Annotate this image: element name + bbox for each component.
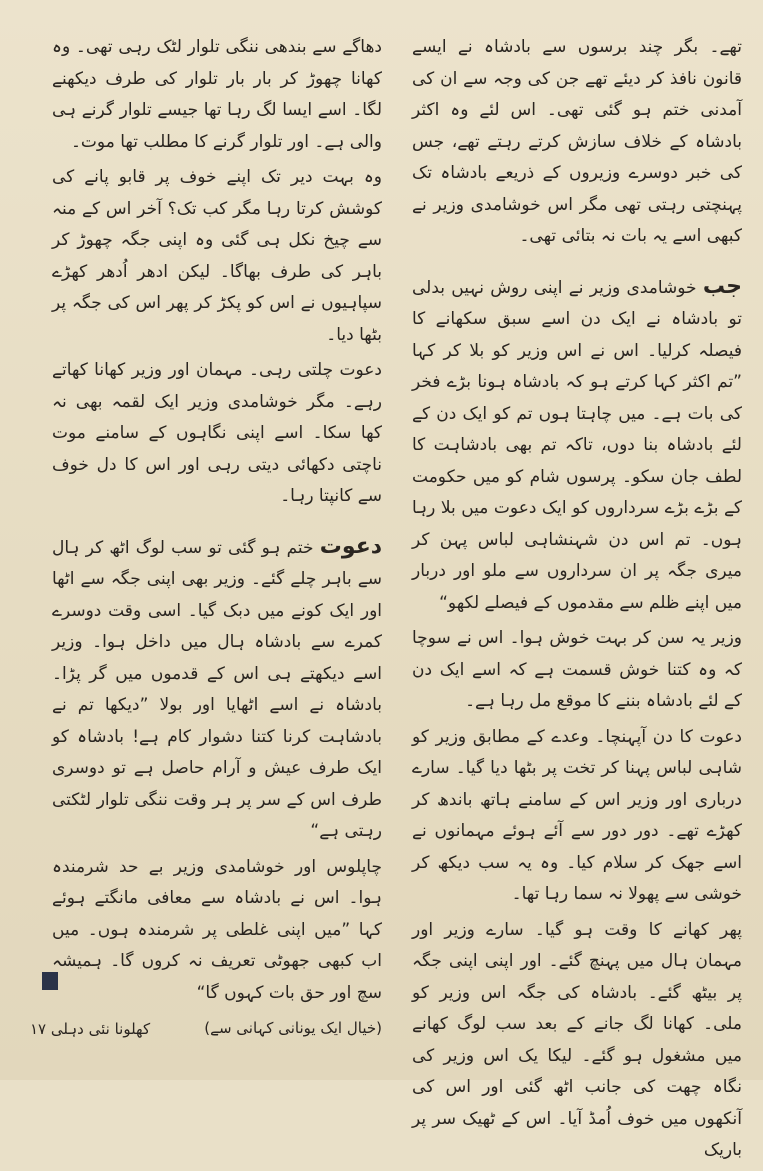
paragraph-text: خوشامدی وزیر نے اپنی روش نہیں بدلی تو بادشاہ نے ایک دن اسے سبق سکھانے کا فیصلہ کرلیا۔ اس نے اس وزیر کو بلا کر کہا ”تم اکثر کہا کرتے ہو کہ بادشاہ ہونا بڑے فخر کی بات ہے۔ میں چاہتا ہوں تم کو ایک دن کے لئے بادشاہ بنا دوں، تاکہ تم بھی بادشاہت کا لطف جان سکو۔ پرسوں شام کو میں حکومت کے بڑے بڑے سرداروں کو ایک دعوت میں بلا رہا ہوں۔ تم اس دن شہنشاہی لباس پہن کر میری جگہ پر ان سرداروں سے ملو اور دربار میں اپنے ظلم سے مقدموں کے فیصلے لکھو“: [412, 277, 742, 613]
paragraph: تھے۔ بگر چند برسوں سے بادشاہ نے ایسے قانون نافذ کر دیئے تھے جن کی وجہ سے ان کی آمدنی ختم ہو گئی تھی۔ اس لئے وہ اکثر بادشاہ کے خلاف سازش کرتے رہتے تھے، جس کی خبر دوسرے وزیروں کے ذریعے بادشاہ تک پہنچتی رہتی تھی مگر اس خوشامدی وزیر نے کبھی اسے یہ بات نہ بتائی تھی۔: [412, 37, 742, 246]
paragraph-lead-word: دعوت: [319, 533, 383, 559]
paragraph: چاپلوس اور خوشامدی وزیر بے حد شرمندہ ہوا۔ اس نے بادشاہ سے معافی مانگتے ہوئے کہا ”میں اپنی غلطی پر شرمندہ ہوں۔ میں اب کبھی جھوٹی تعریف نہ کروں گا۔ ہمیشہ سچ اور حق بات کہوں گا“: [52, 856, 382, 1003]
source-note: (خیال ایک یونانی کہانی سے): [204, 1019, 382, 1037]
paragraph: دھاگے سے بندھی ننگی تلوار لٹک رہی تھی۔ وہ کھانا چھوڑ کر بار بار تلوار کی طرف دیکھنے لگا۔ اسے ایسا لگ رہا تھا جیسے تلوار گرنے ہی والی ہے۔ اور تلوار گرنے کا مطلب تھا موت۔: [52, 37, 382, 152]
paragraph: وزیر یہ سن کر بہت خوش ہوا۔ اس نے سوچا کہ وہ کتنا خوش قسمت ہے کہ اسے ایک دن کے لئے بادشاہ بننے کا موقع مل رہا ہے۔: [412, 628, 742, 711]
end-of-story-marker: [42, 972, 58, 990]
left-column: [52, 32, 382, 1049]
paragraph: پھر کھانے کا وقت ہو گیا۔ سارے وزیر اور مہمان ہال میں پہنچ گئے۔ اور اپنی اپنی جگہ پر بیٹھ گئے۔ بادشاہ کی جگہ اس وزیر کو ملی۔ کھانا لگ جانے کے بعد سب لوگ کھانے میں مشغول ہو گئے۔ لیکا یک اس وزیر کی نگاہ چھت کی جانب اٹھ گئی اور اس کی آنکھوں میں خوف اُمڈ آیا۔ اس کے ٹھیک سر پر باریک: [412, 919, 742, 1160]
paragraph: دعوت چلتی رہی۔ مہمان اور وزیر کھانا کھاتے رہے۔ مگر خوشامدی وزیر ایک لقمہ بھی نہ کھا سکا۔ اسے اپنی نگاہوں کے سامنے موت ناچتی دکھائی دیتی رہی اور اس کا دل خوف سے کانپتا رہا۔: [52, 360, 382, 506]
paragraph: وہ بہت دیر تک اپنے خوف پر قابو پانے کی کوشش کرتا رہا مگر کب تک؟ آخر اس کے منہ سے چیخ نکل ہی گئی وہ اپنی جگہ چھوڑ کر باہر کی طرف بھاگا۔ لیکن ادھر اُدھر کھڑے سپاہیوں نے اس کو پکڑ کر پھر اس کی جگہ پر بٹھا دیا۔: [52, 167, 382, 345]
paragraph: دعوت کا دن آپہنچا۔ وعدے کے مطابق وزیر کو شاہی لباس پہنا کر تخت پر بٹھا دیا گیا۔ سارے درباری اور وزیر اس کے سامنے ہاتھ باندھ کر کھڑے تھے۔ دور دور سے آئے ہوئے مہمانوں نے اسے جھک کر سلام کیا۔ وہ یہ سب دیکھ کر خوشی سے پھولا نہ سما رہا تھا۔: [412, 726, 742, 904]
right-column: [412, 32, 742, 1171]
paragraph: [52, 531, 382, 848]
paragraph-text: ختم ہو گئی تو سب لوگ اٹھ کر ہال سے باہر چلے گئے۔ وزیر بھی اپنی جگہ سے اٹھا اور ایک کونے میں دبک گیا۔ اسی وقت دوسرے کمرے سے بادشاہ ہال میں داخل ہوا۔ وزیر اسے دیکھتے ہی اس کے قدموں میں گر پڑا۔ بادشاہ نے اسے اٹھایا اور بولا ”دیکھا تم نے بادشاہت کرنا کتنا دشوار کام ہے! بادشاہ کو ایک طرف عیش و آرام حاصل ہے تو دوسری طرف اس کے سر پر ہر وقت ننگی تلوار لٹکتی رہتی ہے“: [52, 537, 382, 841]
paragraph: [412, 271, 742, 620]
page-footer: کھلونا نئی دہلی ۱۷: [30, 1020, 151, 1038]
paragraph-lead-word: جب: [702, 273, 743, 299]
